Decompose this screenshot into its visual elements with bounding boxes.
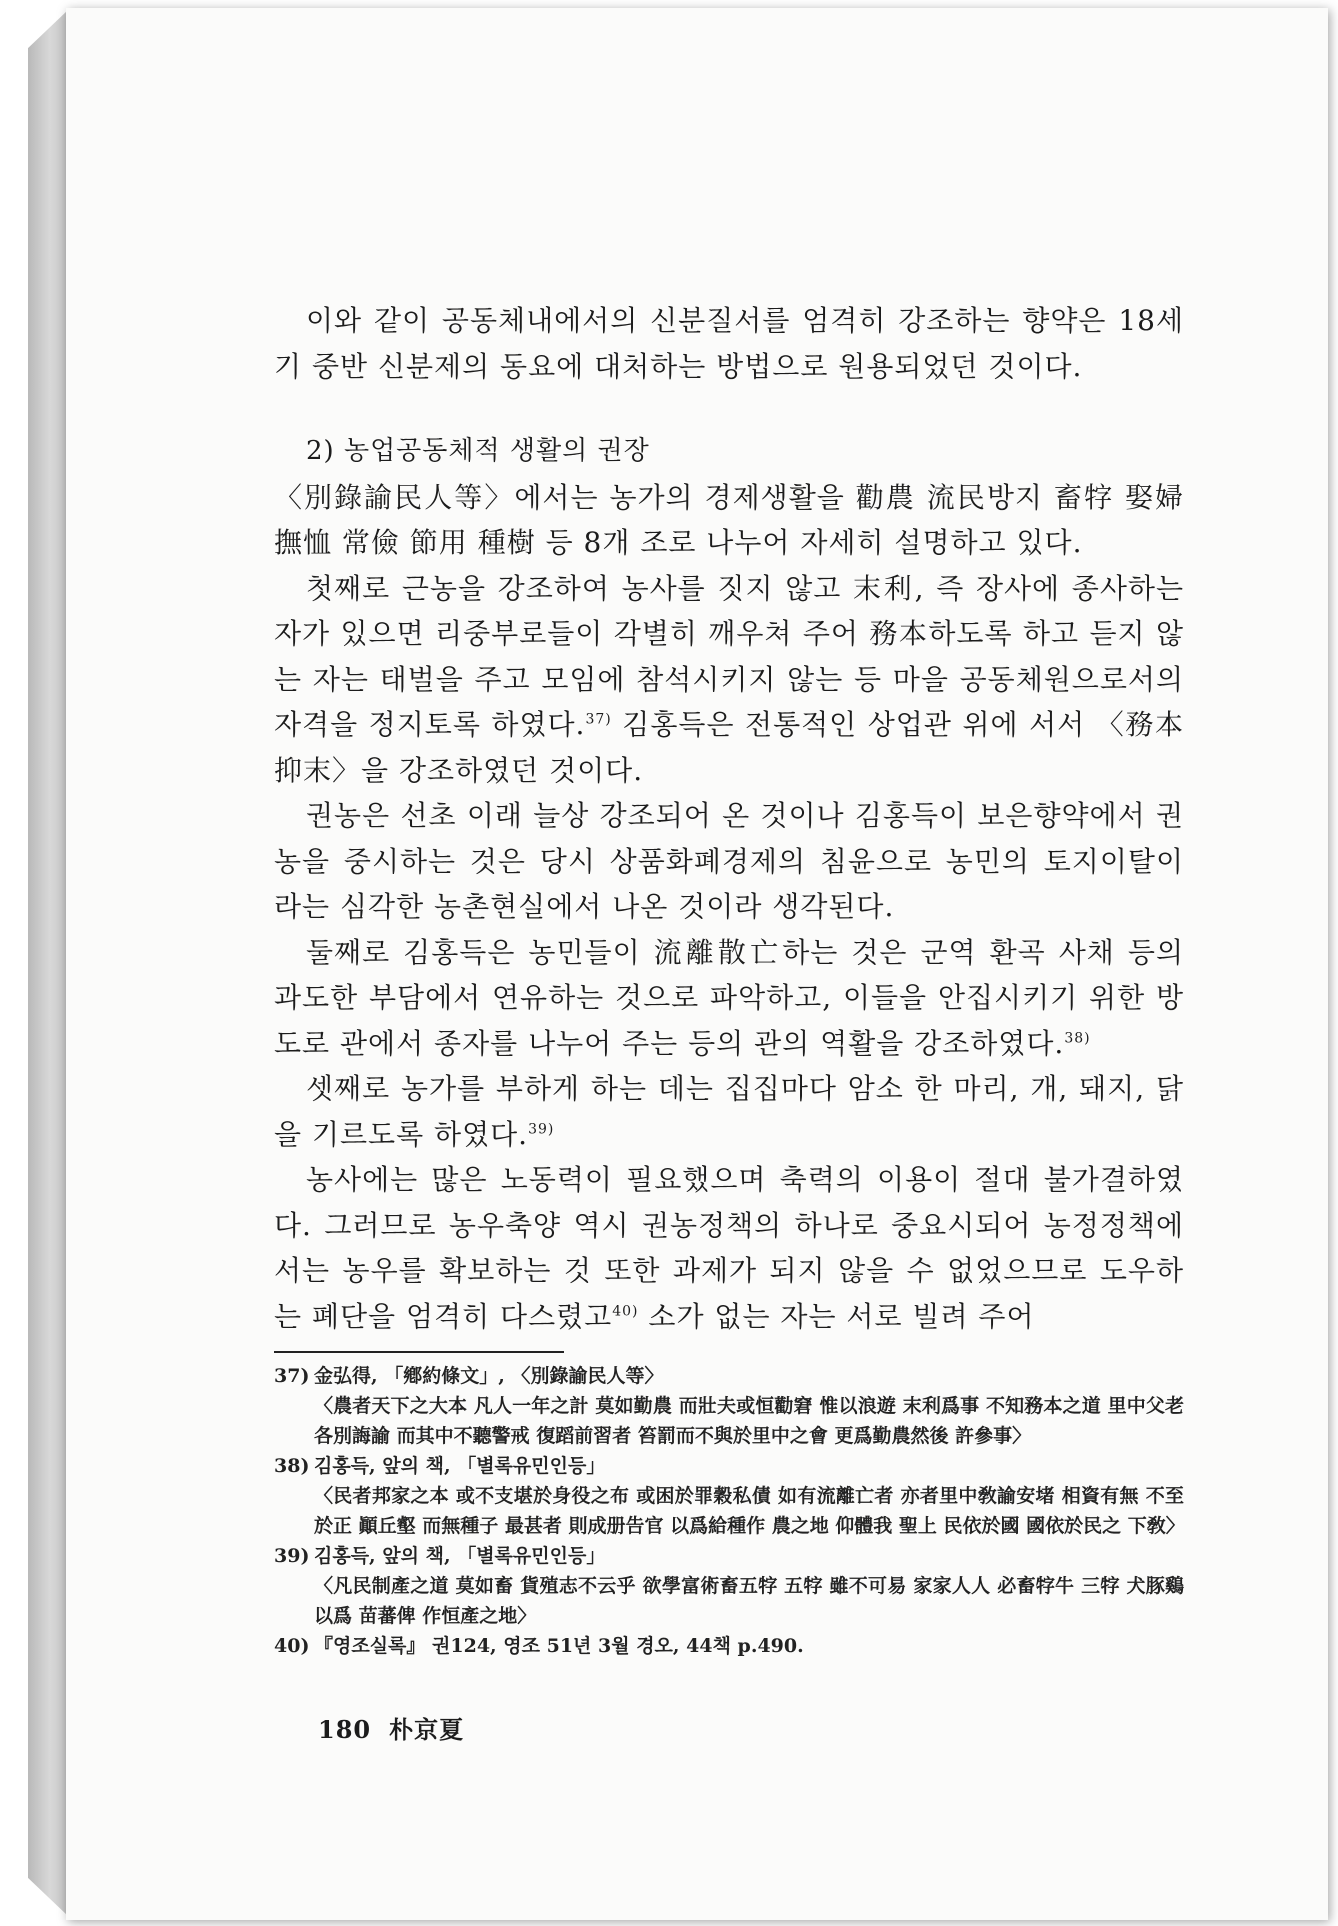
- footnote-38: [274, 1451, 1184, 1541]
- footnote-number: 38): [274, 1455, 310, 1477]
- footnote-number: 40): [274, 1635, 310, 1657]
- paragraph-6: [274, 1157, 1184, 1339]
- paragraph-6-tail: 소가 없는 자는 서로 빌려 주어: [648, 1299, 1035, 1333]
- paragraph-1: 〈別錄諭民人等〉에서는 농가의 경제생활을 勸農 流民방지 畜牸 娶婦 撫恤 常儉 節用 種樹 등 8개 조로 나누어 자세히 설명하고 있다.: [274, 480, 1184, 559]
- paragraph-3: 권농은 선초 이래 늘상 강조되어 온 것이나 김홍득이 보은향약에서 권농을 중시하는 것은 당시 상품화폐경제의 침윤으로 농민의 토지이탈이라는 심각한 농촌현실에서 나온 것이라 생각된다.: [274, 799, 1184, 923]
- paragraph-intro: 이와 같이 공동체내에서의 신분질서를 엄격히 강조하는 향약은 18세기 중반 신분제의 동요에 대처하는 방법으로 원용되었던 것이다.: [274, 304, 1184, 383]
- footnote-source: 金弘得, 「鄕約條文」, 〈別錄諭民人等〉: [314, 1365, 664, 1387]
- paragraph-2-tail: 김홍득은 전통적인 상업관 위에 서서 〈務本抑末〉을 강조하였던 것이다.: [274, 708, 1184, 787]
- paragraph-2-text: 첫째로 근농을 강조하여 농사를 짓지 않고 末利, 즉 장사에 종사하는 자가 있으면 리중부로들이 각별히 깨우쳐 주어 務本하도록 하고 듣지 않는 자는 태벌을 주고 모임에 참석시키지 않는 등 마을 공동체원으로서의 자격을 정지토록 하였다.: [274, 571, 1184, 741]
- section-heading: 2) 농업공동체적 생활의 권장: [306, 436, 650, 466]
- paragraph-4-text: 둘째로 김홍득은 농민들이 流離散亡하는 것은 군역 환곡 사채 등의 과도한 부담에서 연유하는 것으로 파악하고, 이들을 안집시키기 위한 방도로 관에서 종자를 나누어 주는 등의 관의 역활을 강조하였다.: [274, 935, 1184, 1060]
- paragraph-2: [274, 566, 1184, 794]
- footnote-quote: 〈農者天下之大本 凡人一年之計 莫如勤農 而壯夫或恒勸窘 惟以浪遊 末利爲事 不知務本之道 里中父老 各別誨諭 而其中不聽警戒 復蹈前習者 笞罰而不與於里中之會 更爲勤農然後 許參事〉: [314, 1395, 1184, 1447]
- page-number: 180: [318, 1715, 372, 1744]
- author-name: 朴京夏: [389, 1715, 465, 1744]
- footnote-ref-40[interactable]: 40): [612, 1303, 639, 1320]
- footnote-ref-37[interactable]: 37): [585, 711, 612, 728]
- page-content: [274, 298, 1184, 1661]
- footnote-39: [274, 1541, 1184, 1631]
- footnote-number: 37): [274, 1365, 310, 1387]
- footnote-number: 39): [274, 1545, 310, 1567]
- book-spine-edge: [28, 10, 68, 1916]
- page-footer: [318, 1710, 482, 1745]
- footnote-quote: 〈凡民制產之道 莫如畜 貨殖志不云乎 欲學富術畜五牸 五牸 雖不可易 家家人人 必畜牸牛 三牸 犬豚鷄 以爲 苗蕃俾 作恒產之地〉: [314, 1575, 1184, 1627]
- footnote-ref-38[interactable]: 38): [1064, 1030, 1091, 1047]
- footnote-40: [274, 1631, 1184, 1661]
- paragraph-4: [274, 930, 1184, 1067]
- paragraph-6-text: 농사에는 많은 노동력이 필요했으며 축력의 이용이 절대 불가결하였다. 그러므로 농우축양 역시 권농정책의 하나로 중요시되어 농정정책에서는 농우를 확보하는 것 또한 과제가 되지 않을 수 없었으므로 도우하는 폐단을 엄격히 다스렸고: [274, 1163, 1184, 1333]
- footnote-source: 김홍득, 앞의 책, 「별록유민인등」: [314, 1455, 606, 1477]
- paragraph-5: [274, 1066, 1184, 1157]
- footnote-divider: [274, 1351, 564, 1353]
- paragraph-5-text: 셋째로 농가를 부하게 하는 데는 집집마다 암소 한 마리, 개, 돼지, 닭을 기르도록 하였다.: [274, 1072, 1184, 1151]
- footnote-quote: 〈民者邦家之本 或不支堪於身役之布 或困於罪穀私債 如有流離亡者 亦者里中敎諭安堵 相資有無 不至於正 顚丘壑 而無種子 最甚者 則成册告官 以爲給種作 農之地 仰體我 聖上 民依於國 國依於民之 下敎〉: [314, 1485, 1185, 1537]
- footnote-ref-39[interactable]: 39): [528, 1121, 555, 1138]
- footnote-source: 『영조실록』 권124, 영조 51년 3월 경오, 44책 p.490.: [314, 1635, 804, 1657]
- footnote-37: [274, 1361, 1184, 1451]
- footnote-source: 김홍득, 앞의 책, 「별록유민인등」: [314, 1545, 606, 1567]
